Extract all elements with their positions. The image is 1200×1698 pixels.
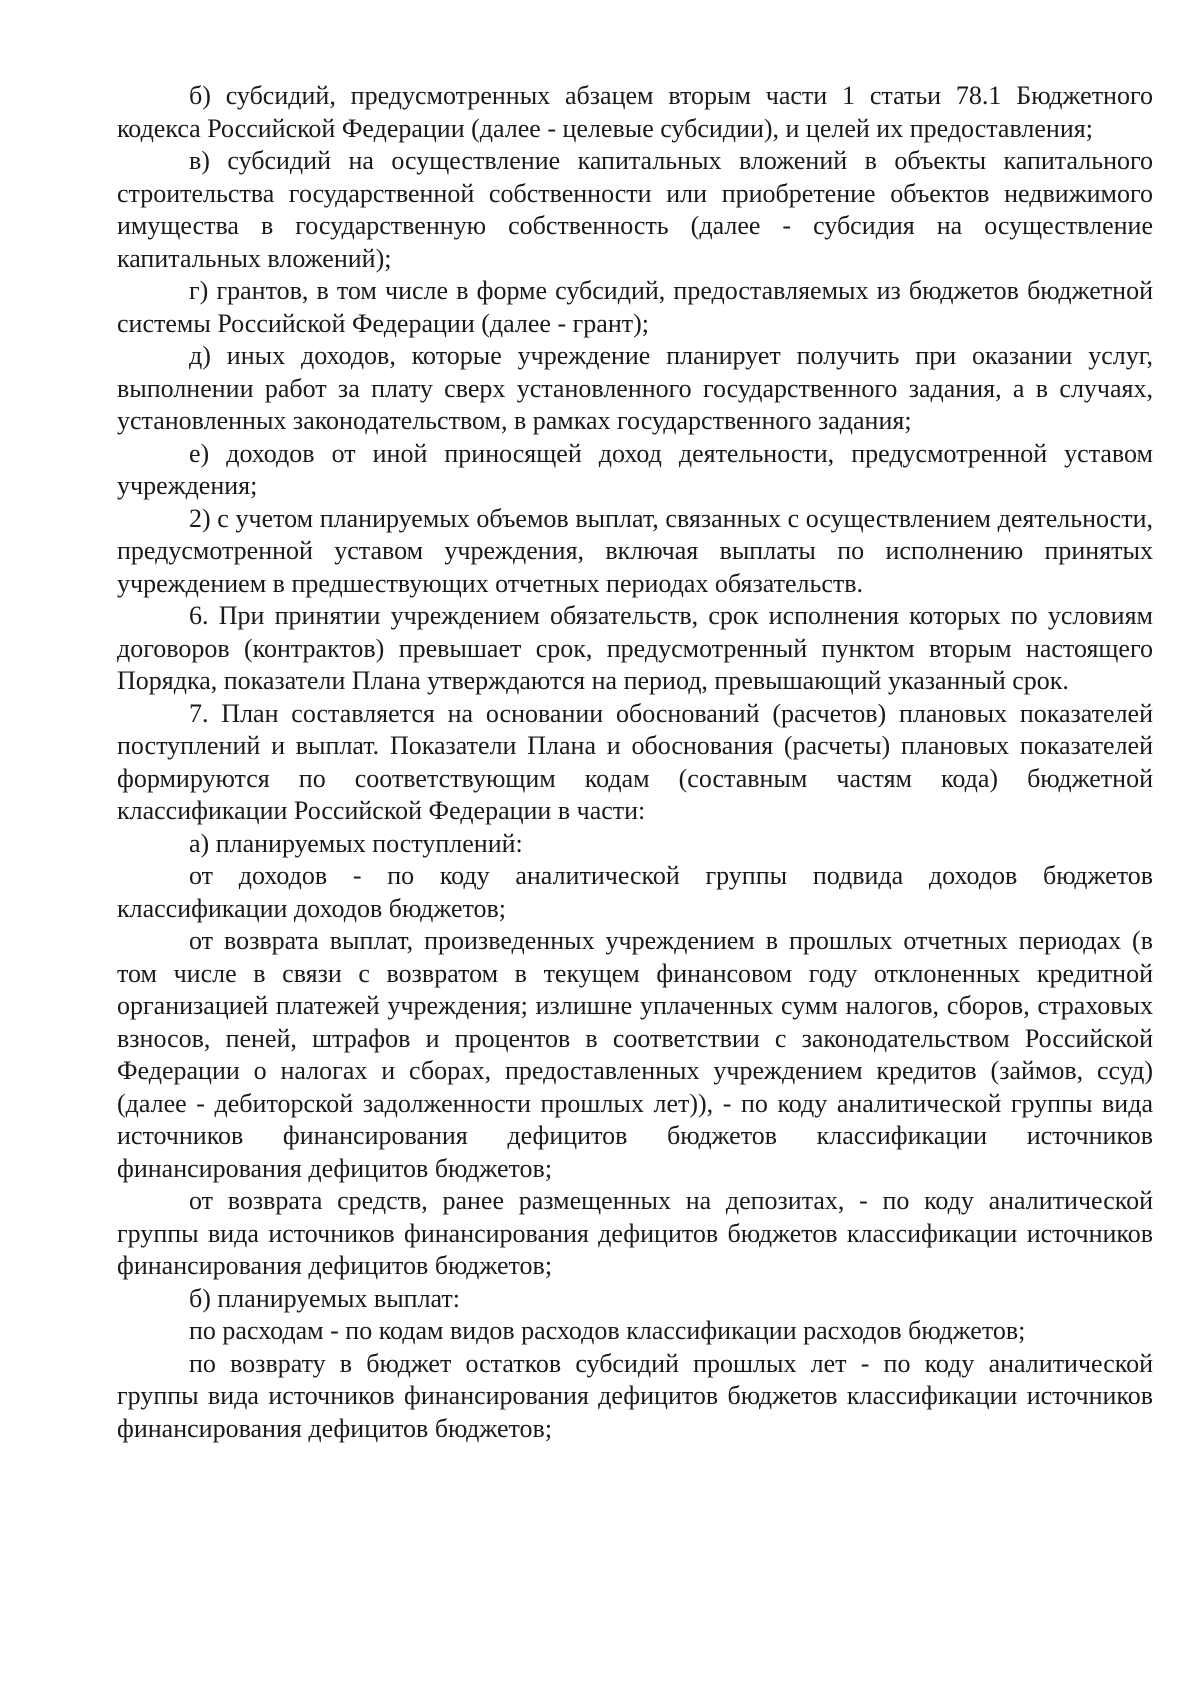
paragraph-from-income: от доходов - по коду аналитической группы подвида доходов бюджетов классификации доходов бюджетов;	[117, 861, 1153, 923]
paragraph-expenses: по расходам - по кодам видов расходов классификации расходов бюджетов;	[189, 1316, 1026, 1345]
paragraph-from-deposits-return: от возврата средств, ранее размещенных на депозитах, - по коду аналитической группы вида источников финансирования дефицитов бюджетов классификации источников финансирования дефицитов бюджетов;	[117, 1186, 1153, 1280]
paragraph-from-refund-of-payments: от возврата выплат, произведенных учреждением в прошлых отчетных периодах (в том числе в связи с возвратом в текущем финансовом году отклоненных кредитной организацией платежей учреждения; излишне уплаченных сумм налогов, сборов, страховых взносов, пеней, штрафов и процентов в соответствии с законодательством Российской Федерации о налогах и сборах, предоставленных учреждением кредитов (займов, ссуд) (далее - дебиторской задолженности прошлых лет)), - по коду аналитической группы вида источников финансирования дефицитов бюджетов классификации источников финансирования дефицитов бюджетов;	[117, 926, 1153, 1183]
paragraph-b-target-subsidies: б) субсидий, предусмотренных абзацем вторым части 1 статьи 78.1 Бюджетного кодекса Российской Федерации (далее - целевые субсидии), и целей их предоставления;	[117, 81, 1153, 143]
paragraph-v-capital-investment-subsidies: в) субсидий на осуществление капитальных вложений в объекты капитального строительства государственной собственности или приобретение объектов недвижимого имущества в государственную собственность (далее - субсидия на осуществление капитальных вложений);	[117, 146, 1153, 273]
paragraph-e-income-generating-activity: е) доходов от иной приносящей доход деятельности, предусмотренной уставом учреждения;	[117, 438, 1153, 500]
paragraph-d-other-income: д) иных доходов, которые учреждение планирует получить при оказании услуг, выполнении работ за плату сверх установленного государственного задания, а в случаях, установленных законодательством, в рамках государственного задания;	[117, 341, 1153, 435]
paragraph-2-planned-payments: 2) с учетом планируемых объемов выплат, связанных с осуществлением деятельности, предусмотренной уставом учреждения, включая выплаты по исполнению принятых учреждением в предшествующих отчетных периодах обязательств.	[117, 503, 1153, 598]
paragraph-return-subsidy-balances: по возврату в бюджет остатков субсидий прошлых лет - по коду аналитической группы вида источников финансирования дефицитов бюджетов классификации источников финансирования дефицитов бюджетов;	[117, 1348, 1153, 1443]
paragraph-6-obligations: 6. При принятии учреждением обязательств, срок исполнения которых по условиям договоров (контрактов) превышает срок, предусмотренный пунктом вторым настоящего Порядка, показатели Плана утверждаются на период, превышающий указанный срок.	[117, 601, 1153, 695]
paragraph-g-grants: г) грантов, в том числе в форме субсидий, предоставляемых из бюджетов бюджетной системы Российской Федерации (далее - грант);	[117, 276, 1153, 338]
paragraph-7-plan-preparation: 7. План составляется на основании обоснований (расчетов) плановых показателей поступлений и выплат. Показатели Плана и обоснования (расчеты) плановых показателей формируются по соответствующим кодам (составным частям кода) бюджетной классификации Российской Федерации в части:	[117, 698, 1153, 825]
document-body	[117, 80, 1153, 1445]
paragraph-b-planned-payments: б) планируемых выплат:	[189, 1283, 461, 1313]
paragraph-a-planned-receipts: а) планируемых поступлений:	[189, 828, 523, 858]
